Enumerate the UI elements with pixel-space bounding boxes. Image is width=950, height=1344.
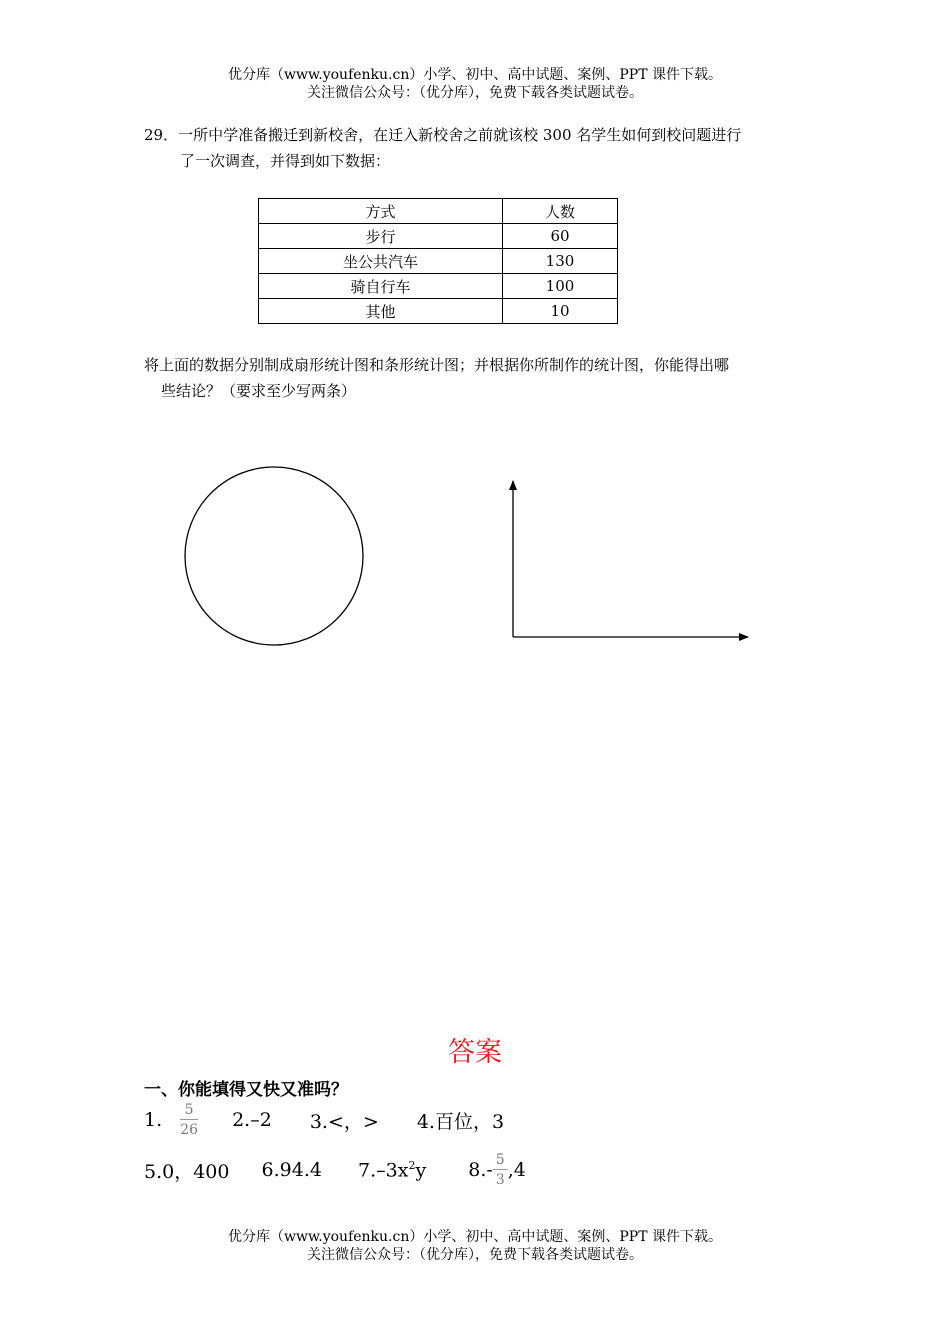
question-line-1: 29．一所中学准备搬迁到新校舍，在迁入新校舍之前就该校 300 名学生如何到校问题进行 (144, 126, 742, 144)
answer-7-suffix: y (415, 1159, 427, 1182)
footer-line-2: 关注微信公众号：（优分库），免费下载各类试题试卷。 (307, 1247, 643, 1263)
header-line-2: 关注微信公众号：（优分库），免费下载各类试题试卷。 (307, 85, 643, 101)
answer-2: 2.–2 (232, 1109, 272, 1131)
table-cell: 骑自行车 (259, 274, 503, 299)
table-cell: 60 (503, 224, 618, 249)
answer-7-base: 7.–3x (358, 1159, 409, 1182)
answers-title: 答案 (448, 1037, 502, 1068)
fraction-denominator: 26 (180, 1122, 199, 1138)
answer-8-suffix: ,4 (507, 1159, 526, 1181)
answers-section-heading: 一、你能填得又快又准吗？ (144, 1080, 348, 1100)
answers-row-1 (144, 1102, 504, 1138)
header-cell-count: 人数 (503, 199, 618, 224)
table-cell: 130 (503, 249, 618, 274)
answer-7-exponent: 2 (408, 1158, 416, 1172)
fraction-numerator: 5 (180, 1102, 198, 1120)
answer-1-prefix: 1. (144, 1109, 163, 1131)
table-cell: 坐公共汽车 (259, 249, 503, 274)
answer-5: 5.0，400 (144, 1160, 230, 1183)
answer-1-fraction (180, 1102, 198, 1138)
answer-8-fraction (493, 1152, 508, 1188)
pie-chart-circle (185, 467, 363, 645)
instruction-line-1: 将上面的数据分别制成扇形统计图和条形统计图；并根据你所制作的统计图，你能得出哪 (144, 356, 730, 374)
fraction-numerator: 5 (493, 1152, 508, 1170)
table-cell: 其他 (259, 299, 503, 324)
table-cell: 100 (503, 274, 618, 299)
table-cell: 步行 (259, 224, 503, 249)
answers-row-2 (144, 1152, 526, 1188)
answer-3: 3.<，> (309, 1110, 379, 1133)
header-cell-method: 方式 (259, 199, 503, 224)
fraction-denominator: 3 (495, 1172, 505, 1188)
header-line-1: 优分库（www.youfenku.cn）小学、初中、高中试题、案例、PPT 课件下载。 (227, 67, 722, 83)
question-line-2: 了一次调查，并得到如下数据： (180, 152, 391, 170)
table-cell: 10 (503, 299, 618, 324)
answer-7 (358, 1159, 426, 1181)
answer-6: 6.94.4 (261, 1159, 322, 1181)
footer-line-1: 优分库（www.youfenku.cn）小学、初中、高中试题、案例、PPT 课件下载。 (227, 1229, 722, 1245)
instruction-line-2: 些结论？（要求至少写两条） (161, 382, 357, 400)
answer-4: 4.百位，3 (416, 1110, 505, 1133)
answer-8-prefix: 8.- (468, 1159, 493, 1181)
page-footer (0, 1228, 950, 1264)
